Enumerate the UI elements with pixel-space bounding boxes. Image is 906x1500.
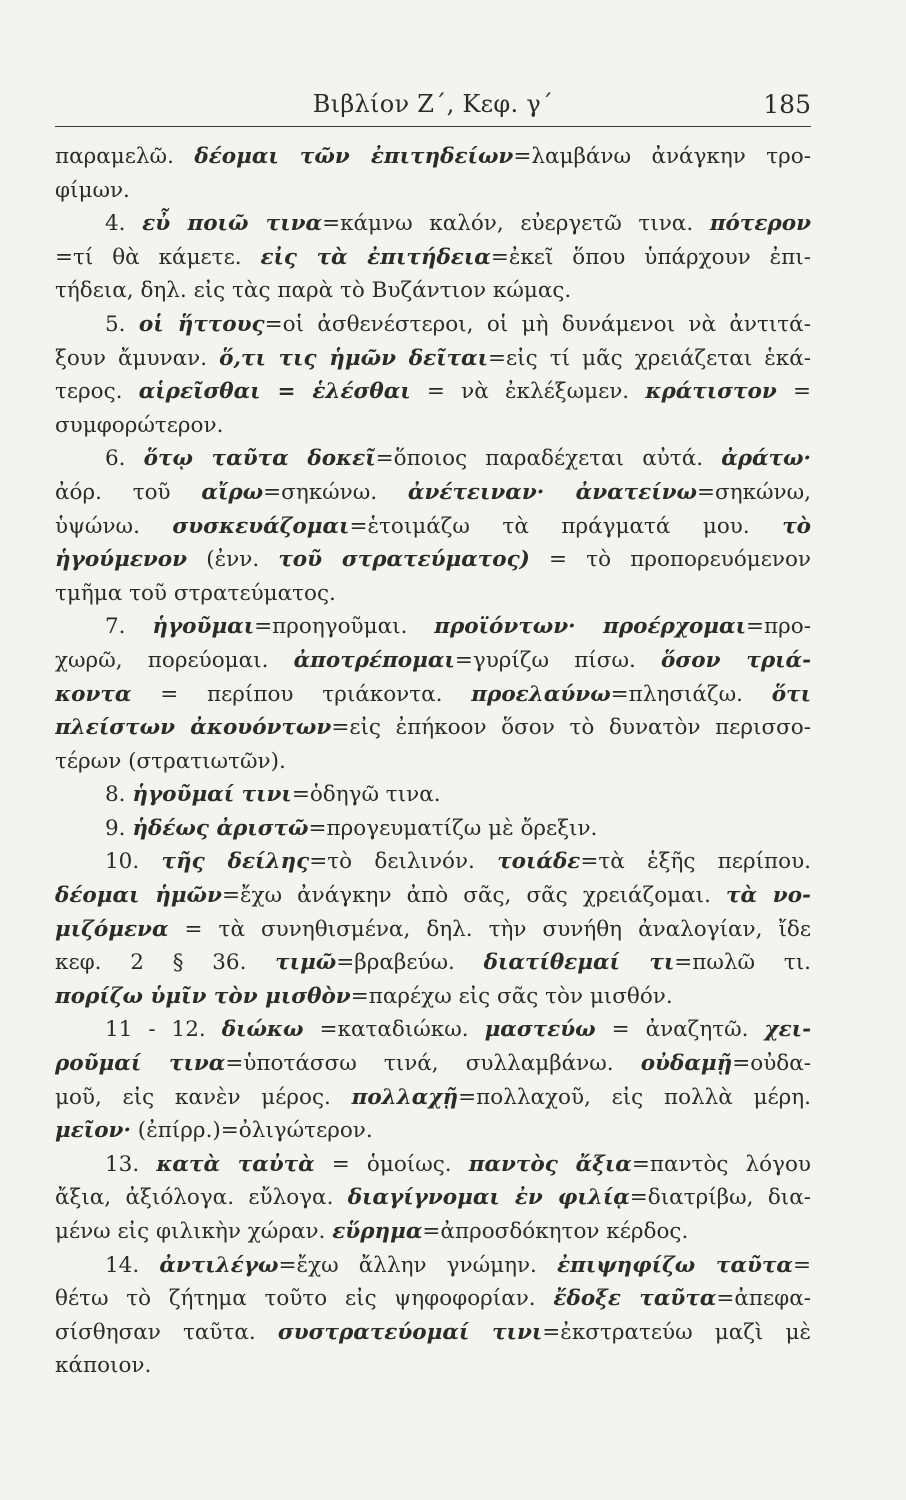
- gloss-text: σίσθησαν ταῦτα.: [55, 1319, 278, 1345]
- gloss-text: =ὅποιος παραδέχεται αὐτά.: [375, 446, 722, 472]
- headword: ροῦμαί τινα: [55, 1051, 226, 1077]
- text-line: [55, 342, 811, 376]
- headword: εὖ ποιῶ τινα: [142, 211, 323, 237]
- headword: τοιάδε: [497, 849, 581, 875]
- headword: κοντα: [55, 681, 132, 707]
- headword: εὕρημα: [332, 1219, 423, 1244]
- text-line: [55, 409, 811, 443]
- gloss-text: φίμων.: [55, 177, 130, 203]
- gloss-text: μένω εἰς φιλικὴν χώραν.: [55, 1219, 333, 1244]
- gloss-text: = τὰ συνηθισμένα, δηλ. τὴν συνήθη ἀναλογίαν, ἴδε: [168, 916, 811, 942]
- text-line: [55, 274, 811, 308]
- gloss-text: =ὁδηγῶ τινα.: [291, 782, 441, 808]
- gloss-text: ξουν ἄμυναν.: [55, 345, 220, 371]
- gloss-text: =τὸ δειλινόν.: [309, 849, 498, 875]
- headword: διώκω: [221, 1017, 304, 1043]
- gloss-text: =τὰ ἑξῆς περίπου.: [580, 849, 811, 875]
- text-line: [55, 745, 811, 779]
- text-line: [55, 476, 811, 510]
- gloss-text: κεφ. 2 § 36.: [55, 950, 276, 976]
- text-line: [55, 610, 811, 644]
- headword: ὅσον τριά-: [661, 647, 811, 673]
- page-number: 185: [763, 90, 811, 119]
- headword: ἀράτω·: [721, 446, 811, 472]
- headword: προϊόντων· προέρχομαι: [434, 614, 746, 640]
- gloss-text: =εἰς τί μᾶς χρειάζεται ἑκά-: [488, 345, 811, 371]
- gloss-text: = περίπου τριάκοντα.: [131, 681, 472, 707]
- page-header: [55, 86, 811, 127]
- text-line: [55, 1316, 811, 1350]
- headword: ἐπιψηφίζω ταῦτα: [557, 1252, 793, 1278]
- gloss-text: =καταδιώκω.: [303, 1017, 485, 1043]
- gloss-text: 4.: [105, 211, 143, 237]
- running-title: Βιβλίον Ζ΄, Κεφ. γ΄: [312, 90, 554, 118]
- gloss-text: =: [776, 379, 811, 405]
- text-line: [55, 577, 811, 611]
- text-line: [55, 241, 811, 275]
- text-line: [55, 140, 811, 174]
- text-line: [55, 308, 811, 342]
- text-line: [55, 1114, 811, 1148]
- gloss-text: 11 - 12.: [105, 1017, 222, 1043]
- headword: τὰ νο-: [726, 883, 811, 909]
- gloss-text: (ἐνν.: [187, 547, 279, 573]
- gloss-text: =τί θὰ κάμετε.: [55, 244, 261, 270]
- gloss-text: =ὑποτάσσω τινά, συλλαμβάνω.: [225, 1051, 641, 1077]
- headword: ὅτῳ ταῦτα δοκεῖ: [143, 446, 376, 472]
- text-line: [55, 980, 811, 1014]
- gloss-text: =ἔχω ἄλλην γνώμην.: [278, 1252, 558, 1278]
- gloss-text: =κάμνω καλόν, εὐεργετῶ τινα.: [322, 211, 710, 237]
- headword: δέομαι τῶν ἐπιτηδείων: [194, 144, 514, 169]
- gloss-text: παραμελῶ.: [55, 144, 195, 169]
- gloss-text: = ἀναζητῶ.: [595, 1017, 765, 1043]
- headword: ἀνέτειναν· ἀνατείνω: [407, 479, 698, 505]
- gloss-text: =παντὸς λόγου: [631, 1151, 811, 1177]
- gloss-text: συμφορώτερον.: [55, 412, 224, 438]
- gloss-text: =διατρίβω, δια-: [629, 1185, 811, 1211]
- headword: ὅτι: [771, 681, 811, 707]
- gloss-text: =ἔχω ἀνάγκην ἀπὸ σᾶς, σᾶς χρειάζομαι.: [221, 883, 727, 909]
- gloss-text: (ἐπίρρ.)=ὀλιγώτερον.: [130, 1118, 373, 1144]
- text-line: [55, 879, 811, 913]
- gloss-text: =πλησιάζω.: [610, 681, 772, 707]
- commentary-text: [55, 140, 811, 1383]
- headword: παντὸς ἄξια: [468, 1151, 632, 1177]
- gloss-text: ὑψώνω.: [55, 513, 173, 539]
- headword: συσκευάζομαι: [172, 513, 350, 539]
- headword: αἱρεῖσθαι = ἑλέσθαι: [138, 379, 411, 405]
- gloss-text: θέτω τὸ ζήτημα τοῦτο εἰς ψηφοφορίαν.: [55, 1286, 554, 1312]
- gloss-text: =ἀπεφα-: [716, 1286, 811, 1312]
- gloss-text: =πωλῶ τι.: [674, 950, 811, 976]
- headword: ἔδοξε ταῦτα: [553, 1286, 717, 1312]
- gloss-text: 13.: [105, 1151, 157, 1177]
- text-line: [55, 1013, 811, 1047]
- gloss-text: =παρέχω εἰς σᾶς τὸν μισθόν.: [350, 983, 673, 1009]
- text-line: [55, 1081, 811, 1115]
- headword: μαστεύω: [484, 1017, 596, 1043]
- gloss-text: 14.: [105, 1252, 160, 1278]
- headword: τῆς δείλης: [161, 849, 310, 875]
- gloss-text: 10.: [105, 849, 162, 875]
- gloss-text: =προ-: [746, 614, 811, 640]
- headword: ἀντιλέγω: [159, 1252, 279, 1278]
- gloss-text: τέρων (στρατιωτῶν).: [55, 748, 286, 774]
- gloss-text: 5.: [105, 311, 139, 337]
- text-line: [55, 1181, 811, 1215]
- gloss-text: τήδεια, δηλ. εἰς τὰς παρὰ τὸ Βυζάντιον κώμας.: [55, 278, 572, 304]
- gloss-text: ἄξια, ἀξιόλογα. εὔλογα.: [55, 1185, 348, 1211]
- text-line: [55, 644, 811, 678]
- text-line: [55, 678, 811, 712]
- gloss-text: τμῆμα τοῦ στρατεύματος.: [55, 580, 336, 606]
- headword: ὅ,τι τις ἡμῶν δεῖται: [219, 345, 489, 371]
- gloss-text: = τὸ προπορευόμενον: [529, 547, 811, 573]
- text-line: [55, 1047, 811, 1081]
- headword: δέομαι ἡμῶν: [55, 883, 222, 909]
- gloss-text: 7.: [105, 614, 153, 640]
- gloss-text: =εἰς ἐπήκοον ὅσον τὸ δυνατὸν περισσο-: [331, 715, 811, 741]
- headword: μεῖον·: [55, 1118, 131, 1144]
- gloss-text: κάποιον.: [55, 1353, 152, 1379]
- gloss-text: =σηκώνω.: [263, 479, 408, 505]
- gloss-text: =προηγοῦμαι.: [254, 614, 435, 640]
- headword: πλείστων ἀκουόντων: [55, 715, 332, 741]
- gloss-text: χωρῶ, πορεύομαι.: [55, 647, 294, 673]
- gloss-text: =προγευματίζω μὲ ὄρεξιν.: [308, 815, 598, 841]
- headword: οὐδαμῇ: [640, 1051, 733, 1077]
- headword: διατίθεμαί τι: [483, 950, 675, 976]
- gloss-text: = νὰ ἐκλέξωμεν.: [410, 379, 646, 405]
- gloss-text: τερος.: [55, 379, 139, 405]
- gloss-text: 8.: [105, 782, 133, 808]
- gloss-text: =οἱ ἀσθενέστεροι, οἱ μὴ δυνάμενοι νὰ ἀντιτά-: [264, 311, 811, 337]
- text-line: [55, 946, 811, 980]
- text-line: [55, 1282, 811, 1316]
- gloss-text: =πολλαχοῦ, εἰς πολλὰ μέρη.: [458, 1084, 811, 1110]
- headword: κατὰ ταὐτὰ: [156, 1151, 315, 1177]
- text-line: [55, 812, 811, 846]
- headword: αἴρω: [201, 479, 264, 505]
- gloss-text: =ἐκεῖ ὅπου ὑπάρχουν ἐπι-: [490, 244, 811, 270]
- text-line: [55, 174, 811, 208]
- gloss-text: =οὐδα-: [732, 1051, 811, 1077]
- text-line: [55, 1249, 811, 1283]
- headword: πολλαχῇ: [351, 1084, 459, 1110]
- headword: μιζόμενα: [55, 916, 169, 942]
- gloss-text: 9.: [105, 815, 133, 841]
- text-line: [55, 207, 811, 241]
- text-line: [55, 778, 811, 812]
- gloss-text: 6.: [105, 446, 144, 472]
- headword: ἡγοῦμαί τινι: [132, 782, 292, 808]
- headword: εἰς τὰ ἐπιτήδεια: [260, 244, 491, 270]
- headword: πορίζω ὑμῖν τὸν μισθὸν: [55, 983, 351, 1009]
- gloss-text: =ἐκστρατεύω μαζὶ μὲ: [542, 1319, 811, 1345]
- gloss-text: ἀόρ. τοῦ: [55, 479, 202, 505]
- gloss-text: =σηκώνω,: [697, 479, 811, 505]
- gloss-text: =γυρίζω πίσω.: [454, 647, 662, 673]
- gloss-text: =: [792, 1252, 811, 1278]
- headword: ἡγοῦμαι: [152, 614, 255, 640]
- headword: οἱ ἥττους: [138, 311, 265, 337]
- text-line: [55, 375, 811, 409]
- text-line: [55, 913, 811, 947]
- gloss-text: μοῦ, εἰς κανὲν μέρος.: [55, 1084, 352, 1110]
- headword: ἡδέως ἀριστῶ: [132, 815, 309, 841]
- headword: κράτιστον: [645, 379, 777, 405]
- text-line: [55, 711, 811, 745]
- text-line: [55, 1349, 811, 1383]
- headword: διαγίγνομαι ἐν φιλίᾳ: [347, 1185, 630, 1211]
- gloss-text: =βραβεύω.: [336, 950, 484, 976]
- headword: προελαύνω: [471, 681, 611, 707]
- text-line: [55, 1215, 811, 1249]
- text-line: [55, 845, 811, 879]
- headword: ἀποτρέπομαι: [293, 647, 455, 673]
- headword: τὸ: [782, 513, 811, 539]
- text-line: [55, 510, 811, 544]
- text-line: [55, 1148, 811, 1182]
- text-line: [55, 442, 811, 476]
- gloss-text: = ὁμοίως.: [314, 1151, 469, 1177]
- headword: ἡγούμενον: [55, 547, 188, 573]
- headword: συστρατεύομαί τινι: [277, 1319, 543, 1345]
- headword: χει-: [764, 1017, 811, 1043]
- gloss-text: =λαμβάνω ἀνάγκην τρο-: [513, 144, 811, 169]
- headword: τιμῶ: [275, 950, 337, 976]
- text-line: [55, 543, 811, 577]
- gloss-text: =ἑτοιμάζω τὰ πράγματά μου.: [349, 513, 783, 539]
- headword: τοῦ στρατεύματος): [278, 547, 530, 573]
- headword: πότερον: [709, 211, 811, 237]
- gloss-text: =ἀπροσδόκητον κέρδος.: [422, 1219, 689, 1244]
